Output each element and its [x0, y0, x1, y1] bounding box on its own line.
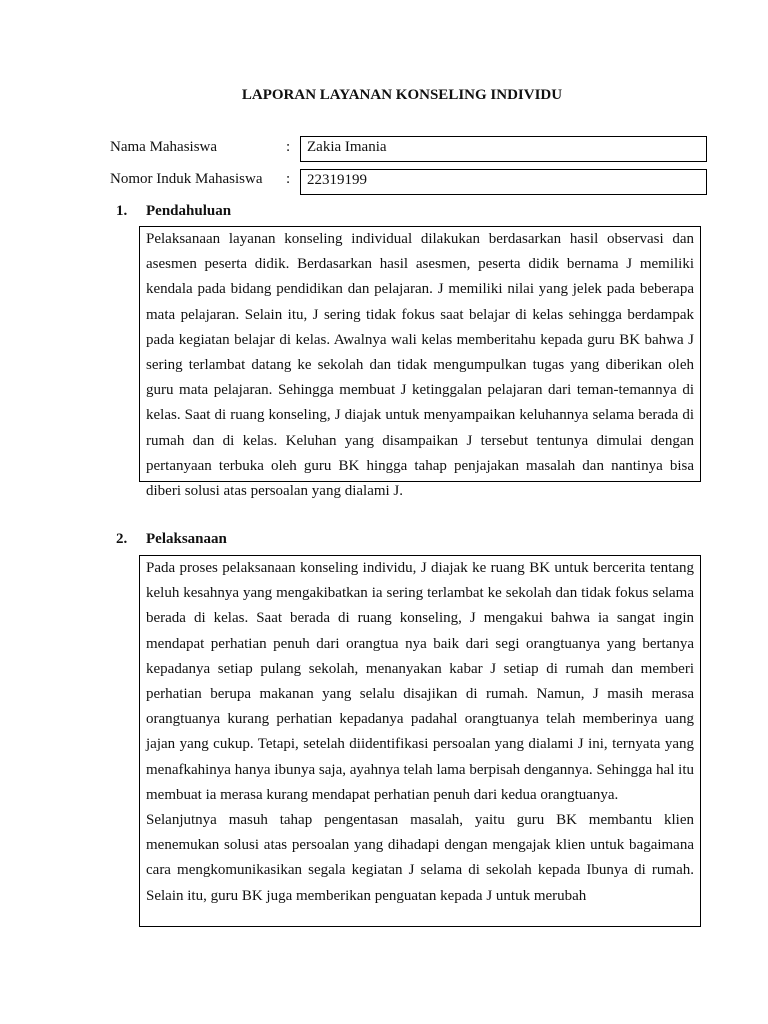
document-title: LAPORAN LAYANAN KONSELING INDIVIDU	[241, 87, 563, 103]
student-name-field: Zakia Imania	[300, 136, 707, 162]
section-heading-implementation: Pelaksanaan	[146, 531, 227, 547]
section-box-introduction	[139, 226, 701, 500]
paragraph: Selanjutnya masuh tahap pengentasan masalah, yaitu guru BK membantu klien menemukan solusi atas persoalan yang dihadapi dengan mengajak klien untuk bagaimana cara mengkomunikasikan segala kegiatan J selama di sekolah kepada Ibunya di rumah. Selain itu, guru BK juga memberikan penguatan kepada J untuk merubah	[146, 812, 694, 904]
student-name-label: Nama Mahasiswa	[110, 139, 218, 155]
student-id-label: Nomor Induk Mahasiswa	[110, 171, 263, 187]
section-number-implementation: 2.	[116, 531, 128, 547]
section-box-implementation	[139, 555, 701, 927]
student-name-colon: :	[286, 139, 291, 155]
paragraph: Pada proses pelaksanaan konseling individu, J diajak ke ruang BK untuk bercerita tentang keluh kesahnya yang mengakibatkan ia sering terlambat ke sekolah dan tidak fokus selama berada di kelas. Saat berada di ruang konseling, J mengakui bahwa ia sangat ingin mendapat perhatian penuh dari orangtua nya baik dari segi orangtuanya yang bertanya kepadanya setiap pulang sekolah, menanyakan kabar J setiap di rumah dan memberi perhatian berupa makanan yang selalu disajikan di rumah. Namun, J masih merasa orangtuanya kurang perhatian kepadanya padahal orangtuanya telah memberinya uang jajan yang cukup. Tetapi, setelah diidentifikasi persoalan yang dialami J ini, ternyata yang menafkahinya hanya ibunya saja, ayahnya telah lama berpisah dengannya. Sehingga hal itu membuat ia merasa kurang mendapat perhatian penuh dari kedua orangtuanya.	[146, 560, 694, 803]
student-id-colon: :	[286, 171, 291, 187]
paragraph: Pelaksanaan layanan konseling individual dilakukan berdasarkan hasil observasi dan asesmen peserta didik. Berdasarkan hasil asesmen, peserta didik bernama J memiliki kendala pada bidang pendidikan dan pelajaran. J memiliki nilai yang jelek pada beberapa mata pelajaran. Selain itu, J sering tidak fokus saat belajar di kelas sehingga berdampak pada kegiatan belajar di kelas. Awalnya wali kelas memberitahu kepada guru BK bahwa J sering terlambat datang ke sekolah dan tidak mengumpulkan tugas yang diberikan oleh guru mata pelajaran. Sehingga membuat J ketinggalan pelajaran dari teman-temannya di kelas. Saat di ruang konseling, J diajak untuk menyampaikan keluhannya selama berada di rumah dan di kelas. Keluhan yang disampaikan J tersebut tentunya dimulai dengan pertanyaan terbuka oleh guru BK hingga tahap penjajakan masalah dan nantinya bisa diberi solusi atas persoalan yang dialami J.	[146, 231, 694, 500]
student-id-field: 22319199	[300, 169, 707, 195]
section-number-introduction: 1.	[116, 203, 128, 219]
section-heading-introduction: Pendahuluan	[146, 203, 232, 219]
